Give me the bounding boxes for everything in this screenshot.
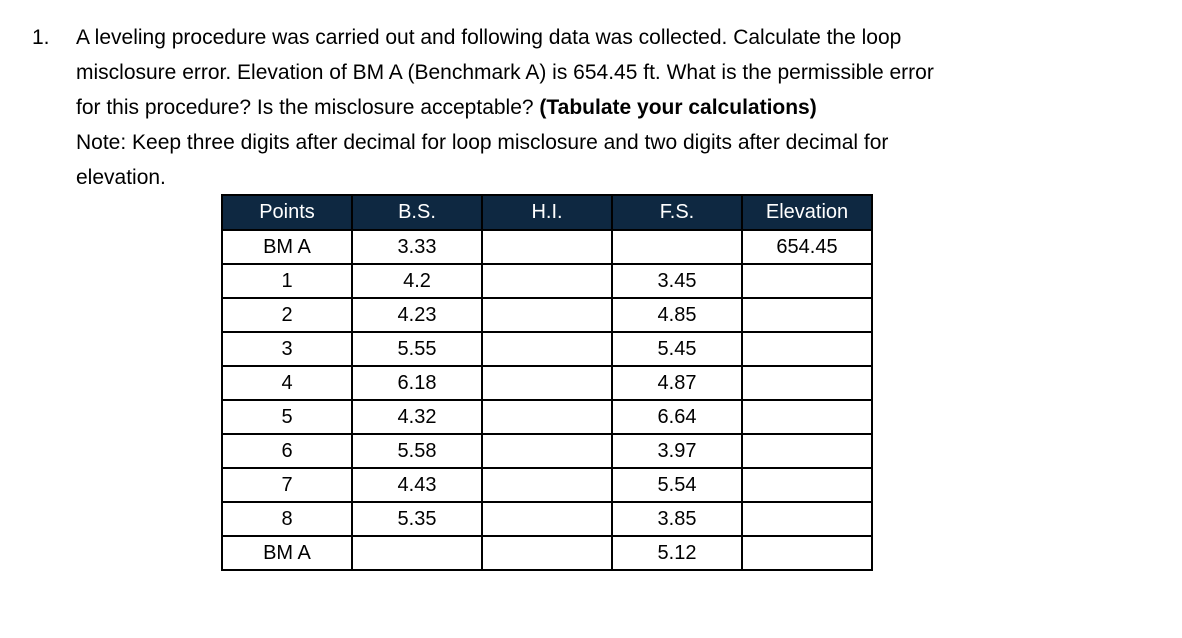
question-text bbox=[76, 20, 1152, 195]
cell-point: BM A bbox=[222, 230, 352, 264]
table-row bbox=[222, 434, 872, 468]
cell-elevation bbox=[742, 502, 872, 536]
leveling-data-table bbox=[221, 194, 873, 571]
cell-foresight: 3.85 bbox=[612, 502, 742, 536]
cell-foresight: 4.85 bbox=[612, 298, 742, 332]
header-points: Points bbox=[222, 195, 352, 230]
cell-height-of-instrument bbox=[482, 400, 612, 434]
cell-elevation bbox=[742, 400, 872, 434]
cell-height-of-instrument bbox=[482, 536, 612, 570]
cell-foresight: 4.87 bbox=[612, 366, 742, 400]
question-block bbox=[32, 20, 1152, 195]
question-line: for this procedure? Is the misclosure acceptable? bbox=[76, 96, 540, 119]
cell-height-of-instrument bbox=[482, 434, 612, 468]
cell-height-of-instrument bbox=[482, 332, 612, 366]
table-row bbox=[222, 536, 872, 570]
cell-point: 5 bbox=[222, 400, 352, 434]
cell-backsight bbox=[352, 536, 482, 570]
note-line: Note: Keep three digits after decimal for loop misclosure and two digits after decimal for bbox=[76, 131, 889, 154]
table-row bbox=[222, 366, 872, 400]
cell-elevation bbox=[742, 536, 872, 570]
cell-height-of-instrument bbox=[482, 468, 612, 502]
cell-height-of-instrument bbox=[482, 230, 612, 264]
cell-point: 3 bbox=[222, 332, 352, 366]
cell-height-of-instrument bbox=[482, 502, 612, 536]
table-row bbox=[222, 502, 872, 536]
cell-backsight: 4.43 bbox=[352, 468, 482, 502]
header-height-of-instrument: H.I. bbox=[482, 195, 612, 230]
cell-elevation: 654.45 bbox=[742, 230, 872, 264]
cell-height-of-instrument bbox=[482, 366, 612, 400]
cell-backsight: 6.18 bbox=[352, 366, 482, 400]
header-backsight: B.S. bbox=[352, 195, 482, 230]
bold-instruction: (Tabulate your calculations) bbox=[539, 96, 817, 119]
question-line: A leveling procedure was carried out and following data was collected. Calculate the loop bbox=[76, 26, 902, 49]
cell-elevation bbox=[742, 434, 872, 468]
cell-foresight: 5.12 bbox=[612, 536, 742, 570]
cell-foresight: 6.64 bbox=[612, 400, 742, 434]
table-header-row bbox=[222, 195, 872, 230]
table-row bbox=[222, 400, 872, 434]
cell-point: 4 bbox=[222, 366, 352, 400]
cell-point: 2 bbox=[222, 298, 352, 332]
cell-point: 7 bbox=[222, 468, 352, 502]
cell-backsight: 5.55 bbox=[352, 332, 482, 366]
note-line: elevation. bbox=[76, 166, 166, 189]
header-elevation: Elevation bbox=[742, 195, 872, 230]
cell-point: 6 bbox=[222, 434, 352, 468]
cell-foresight: 3.97 bbox=[612, 434, 742, 468]
cell-backsight: 4.2 bbox=[352, 264, 482, 298]
cell-foresight: 5.54 bbox=[612, 468, 742, 502]
question-line: misclosure error. Elevation of BM A (Benchmark A) is 654.45 ft. What is the permissible error bbox=[76, 61, 934, 84]
table-row bbox=[222, 468, 872, 502]
cell-foresight: 3.45 bbox=[612, 264, 742, 298]
cell-backsight: 5.35 bbox=[352, 502, 482, 536]
table-row bbox=[222, 298, 872, 332]
cell-point: BM A bbox=[222, 536, 352, 570]
table-row bbox=[222, 230, 872, 264]
cell-point: 1 bbox=[222, 264, 352, 298]
table-row bbox=[222, 332, 872, 366]
cell-backsight: 5.58 bbox=[352, 434, 482, 468]
cell-elevation bbox=[742, 298, 872, 332]
header-foresight: F.S. bbox=[612, 195, 742, 230]
cell-foresight: 5.45 bbox=[612, 332, 742, 366]
cell-backsight: 4.23 bbox=[352, 298, 482, 332]
cell-foresight bbox=[612, 230, 742, 264]
cell-point: 8 bbox=[222, 502, 352, 536]
cell-elevation bbox=[742, 332, 872, 366]
cell-backsight: 3.33 bbox=[352, 230, 482, 264]
question-line-with-bold bbox=[76, 90, 1152, 125]
cell-height-of-instrument bbox=[482, 298, 612, 332]
cell-height-of-instrument bbox=[482, 264, 612, 298]
cell-elevation bbox=[742, 468, 872, 502]
question-number: 1. bbox=[32, 26, 50, 49]
table-row bbox=[222, 264, 872, 298]
cell-elevation bbox=[742, 366, 872, 400]
cell-backsight: 4.32 bbox=[352, 400, 482, 434]
cell-elevation bbox=[742, 264, 872, 298]
